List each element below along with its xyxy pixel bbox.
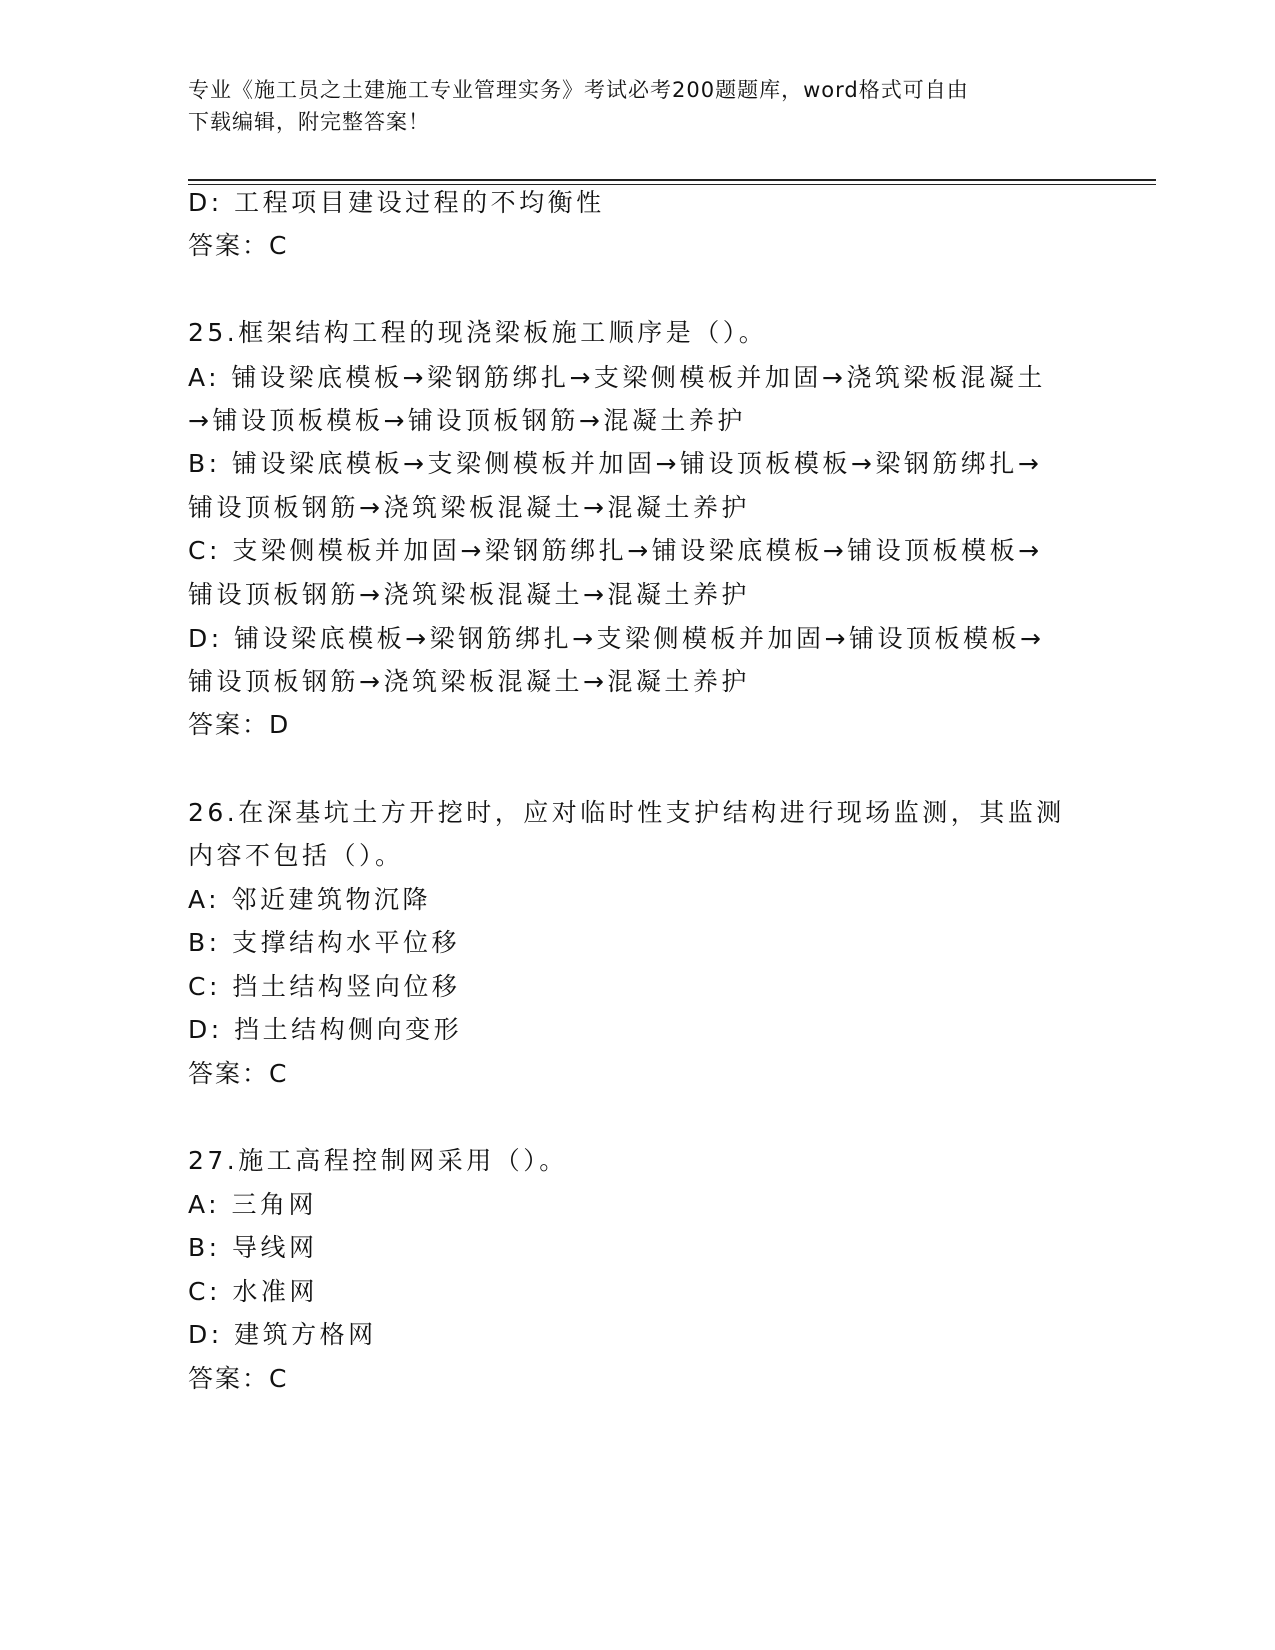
question-27-option-a: A: 三角网 <box>188 1190 318 1219</box>
document-header <box>188 74 1088 138</box>
question-27-option-b: B: 导线网 <box>188 1233 318 1262</box>
question-25-option-d-line1: D: 铺设梁底模板→梁钢筋绑扎→支梁侧模板并加固→铺设顶板模板→ <box>188 624 1045 653</box>
question-26-option-d: D: 挡土结构侧向变形 <box>188 1015 463 1044</box>
question-26-option-c: C: 挡土结构竖向位移 <box>188 972 461 1001</box>
question-25-option-a-line2: →铺设顶板模板→铺设顶板钢筋→混凝土养护 <box>188 406 746 435</box>
question-27-answer: 答案：C <box>188 1364 289 1393</box>
header-line-2: 下载编辑，附完整答案！ <box>188 110 430 134</box>
header-divider-thick <box>188 179 1156 181</box>
question-27-option-c: C: 水准网 <box>188 1277 318 1306</box>
question-25-stem: 25.框架结构工程的现浇梁板施工顺序是（）。 <box>188 318 768 347</box>
question-25-option-a-line1: A: 铺设梁底模板→梁钢筋绑扎→支梁侧模板并加固→浇筑梁板混凝土 <box>188 363 1046 392</box>
question-25-answer: 答案：D <box>188 710 291 739</box>
question-26-option-a: A: 邻近建筑物沉降 <box>188 885 432 914</box>
question-26-stem-line1: 26.在深基坑土方开挖时，应对临时性支护结构进行现场监测，其监测 <box>188 798 1065 827</box>
question-25-option-c-line2: 铺设顶板钢筋→浇筑梁板混凝土→混凝土养护 <box>188 580 750 609</box>
question-25-option-b-line2: 铺设顶板钢筋→浇筑梁板混凝土→混凝土养护 <box>188 493 750 522</box>
question-26-option-b: B: 支撑结构水平位移 <box>188 928 461 957</box>
header-line-1: 专业《施工员之土建施工专业管理实务》考试必考200题题库，word格式可自由 <box>188 78 969 102</box>
question-25-option-c-line1: C: 支梁侧模板并加固→梁钢筋绑扎→铺设梁底模板→铺设顶板模板→ <box>188 536 1043 565</box>
question-25-option-d-line2: 铺设顶板钢筋→浇筑梁板混凝土→混凝土养护 <box>188 667 750 696</box>
question-26-answer: 答案：C <box>188 1059 289 1088</box>
prev-question-option-d: D: 工程项目建设过程的不均衡性 <box>188 188 605 217</box>
question-26-stem-line2: 内容不包括（）。 <box>188 841 404 870</box>
question-27-stem: 27.施工高程控制网采用（）。 <box>188 1146 568 1175</box>
question-25-option-b-line1: B: 铺设梁底模板→支梁侧模板并加固→铺设顶板模板→梁钢筋绑扎→ <box>188 449 1043 478</box>
question-27-option-d: D: 建筑方格网 <box>188 1320 377 1349</box>
header-divider-thin <box>188 184 1156 185</box>
prev-question-answer: 答案：C <box>188 231 289 260</box>
